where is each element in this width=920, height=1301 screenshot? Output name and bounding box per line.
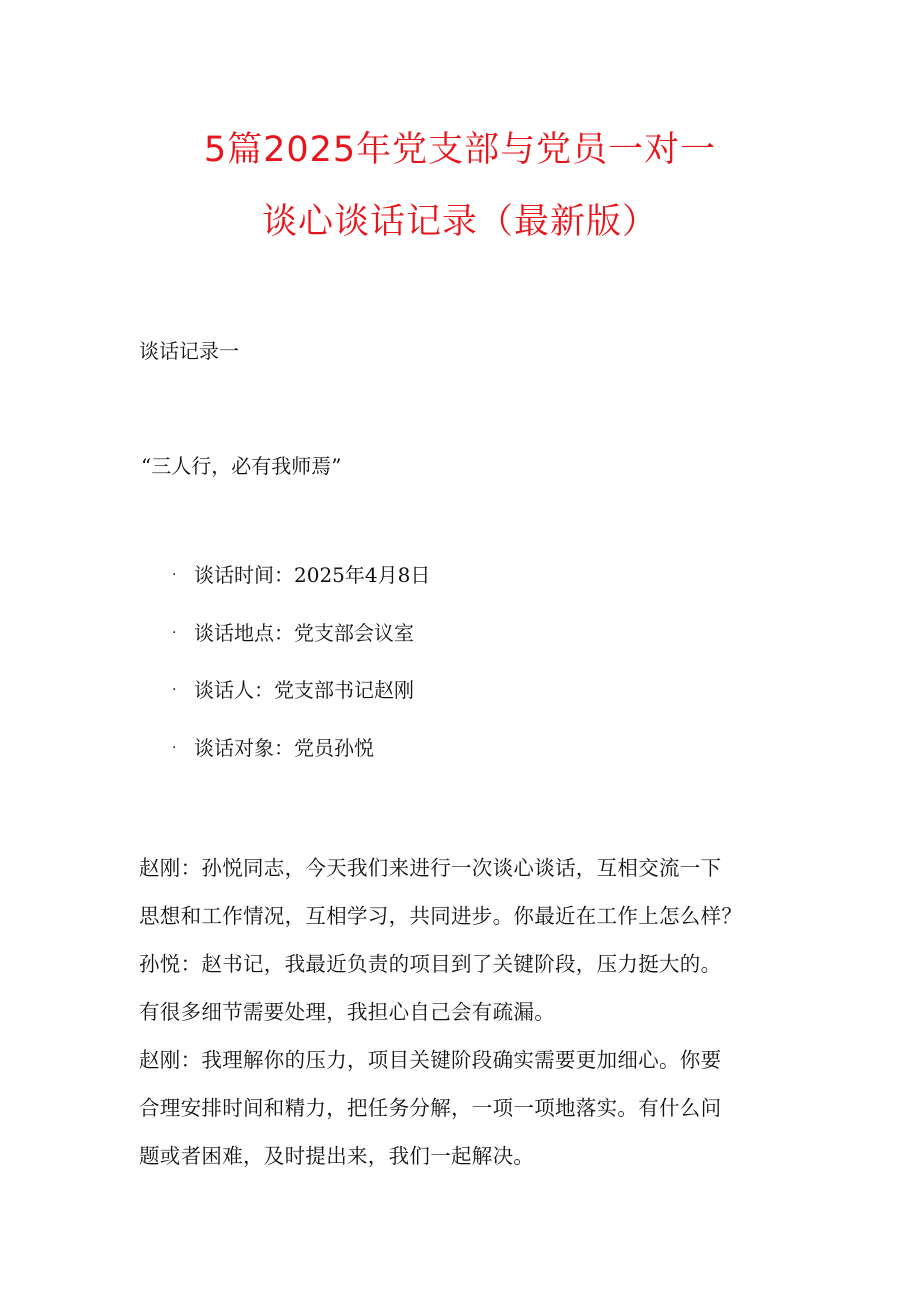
bullet-icon: · bbox=[172, 682, 177, 698]
dialogue-line: 孙悦：赵书记，我最近负责的项目到了关键阶段，压力挺大的。 bbox=[139, 952, 722, 976]
meta-item-text: 谈话地点：党支部会议室 bbox=[194, 620, 414, 645]
dialogue-body bbox=[139, 844, 789, 1180]
meta-item-text: 谈话人：党支部书记赵刚 bbox=[194, 678, 414, 702]
bullet-icon: · bbox=[172, 624, 177, 641]
dialogue-line: 思想和工作情况，互相学习，共同进步。你最近在工作上怎么样？ bbox=[139, 904, 743, 928]
section-quote: “三人行，必有我师焉” bbox=[141, 454, 342, 478]
meta-item-interviewer bbox=[172, 676, 430, 734]
dialogue-line: 题或者困难，及时提出来，我们一起解决。 bbox=[139, 1144, 535, 1168]
meta-item-text: 谈话时间：2025年4月8日 bbox=[194, 563, 431, 587]
document-title-line-1: 5篇2025年党支部与党员一对一 bbox=[203, 130, 717, 170]
document-title-line-2: 谈心谈话记录（最新版） bbox=[261, 202, 658, 242]
dialogue-line: 合理安排时间和精力，把任务分解，一项一项地落实。有什么问 bbox=[139, 1096, 722, 1120]
bullet-icon: · bbox=[172, 739, 177, 756]
meta-item-location bbox=[172, 619, 430, 677]
meta-list bbox=[172, 561, 430, 791]
section-heading: 谈话记录一 bbox=[139, 339, 239, 363]
dialogue-line: 赵刚：我理解你的压力，项目关键阶段确实需要更加细心。你要 bbox=[139, 1048, 722, 1072]
meta-item-interviewee bbox=[172, 734, 430, 792]
dialogue-line: 有很多细节需要处理，我担心自己会有疏漏。 bbox=[139, 1000, 555, 1024]
meta-item-time bbox=[172, 561, 430, 619]
dialogue-line: 赵刚：孙悦同志，今天我们来进行一次谈心谈话，互相交流一下 bbox=[139, 856, 722, 880]
bullet-icon: · bbox=[172, 567, 177, 583]
meta-item-text: 谈话对象：党员孙悦 bbox=[194, 735, 374, 760]
